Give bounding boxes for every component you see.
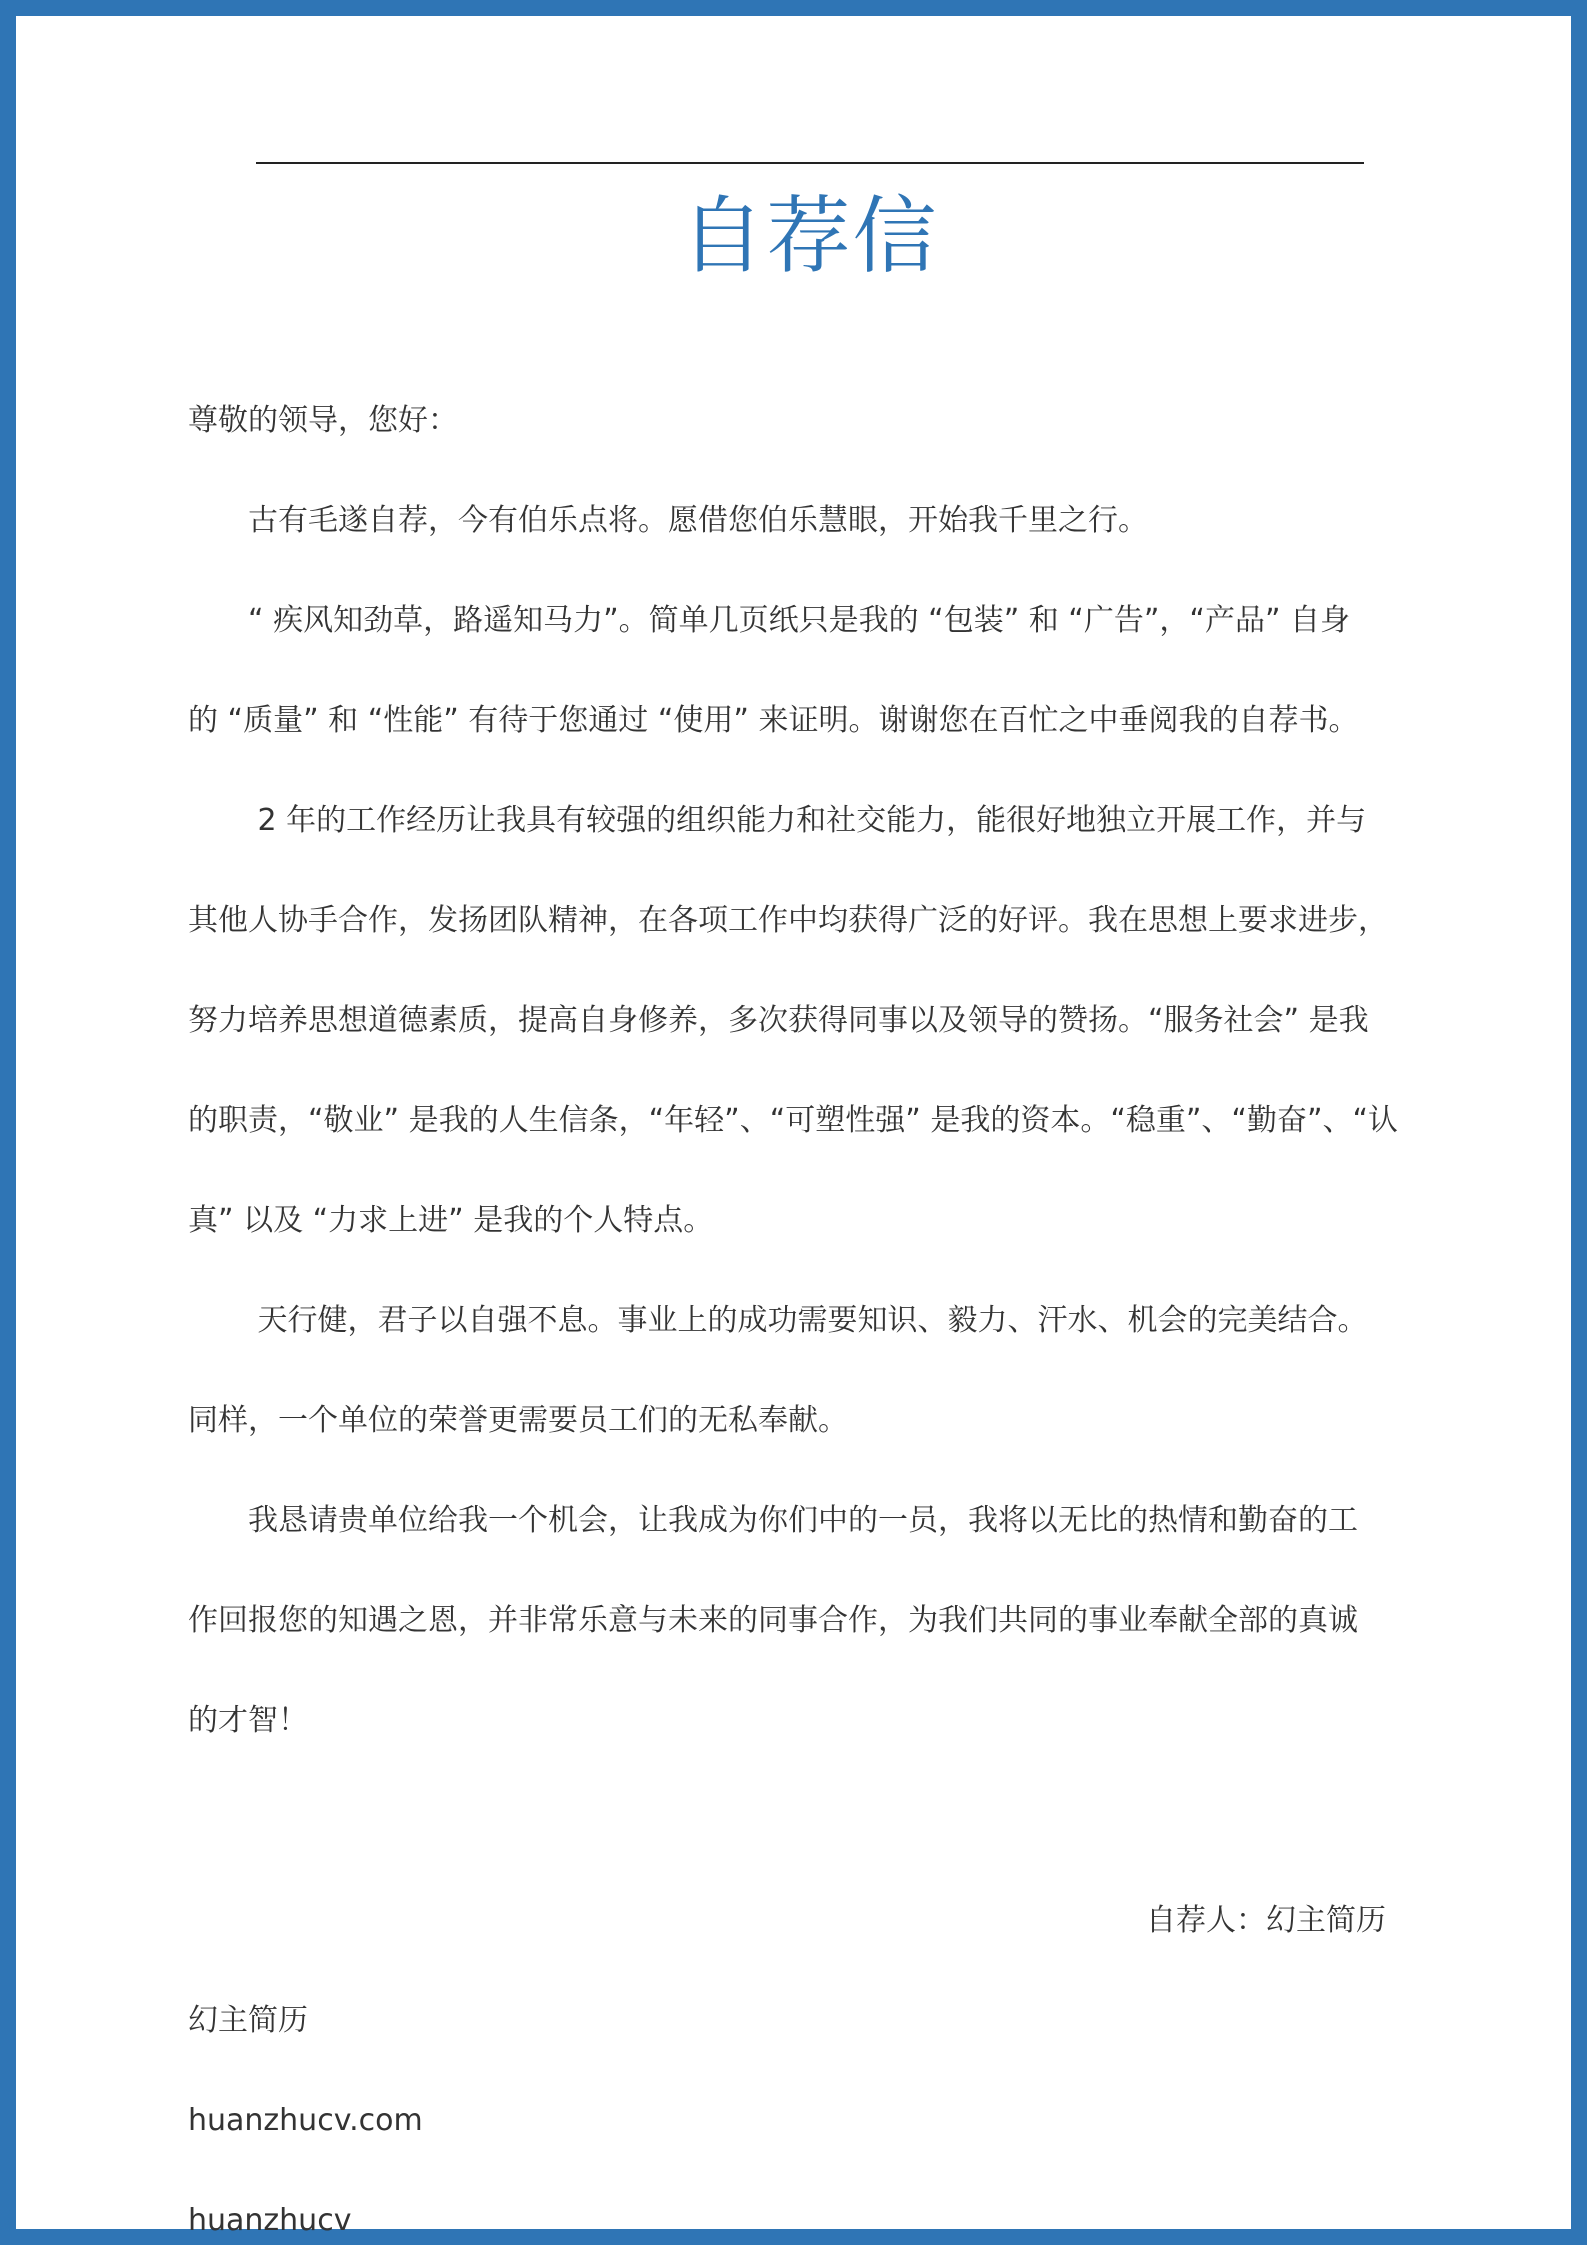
footer-website: huanzhucv.com [188, 2103, 423, 2138]
top-divider [256, 162, 1364, 164]
body-line: 作回报您的知遇之恩，并非常乐意与未来的同事合作，为我们共同的事业奉献全部的真诚 [188, 1603, 1358, 1638]
body-line: 天行健，君子以自强不息。事业上的成功需要知识、毅力、汗水、机会的完美结合。 [188, 1303, 1368, 1338]
body-line: 我恳请贵单位给我一个机会，让我成为你们中的一员，我将以无比的热情和勤奋的工 [188, 1503, 1358, 1538]
body-line: 同样，一个单位的荣誉更需要员工们的无私奉献。 [188, 1403, 848, 1438]
footer-handle: huanzhucv [188, 2203, 352, 2238]
body-line: 努力培养思想道德素质，提高自身修养，多次获得同事以及领导的赞扬。“服务社会” 是我 [188, 1003, 1369, 1038]
page-title: 自荐信 [680, 187, 939, 285]
salutation: 尊敬的领导，您好： [188, 403, 458, 438]
body-line: 真” 以及 “力求上进” 是我的个人特点。 [188, 1203, 714, 1238]
body-line: 的才智！ [188, 1703, 308, 1738]
body-line: 的 “质量” 和 “性能” 有待于您通过 “使用” 来证明。谢谢您在百忙之中垂阅我的自荐书。 [188, 703, 1359, 738]
body-line: 的职责，“敬业” 是我的人生信条，“年轻”、“可塑性强” 是我的资本。“稳重”、“勤奋”、“认 [188, 1103, 1399, 1138]
body-line: 其他人协手合作，发扬团队精神，在各项工作中均获得广泛的好评。我在思想上要求进步， [188, 903, 1388, 938]
signature: 自荐人：幻主简历 [1146, 1903, 1386, 1938]
footer-name: 幻主简历 [188, 2003, 308, 2038]
body-line: 2 年的工作经历让我具有较强的组织能力和社交能力，能很好地独立开展工作，并与 [188, 803, 1367, 838]
body-line: 古有毛遂自荐，今有伯乐点将。愿借您伯乐慧眼，开始我千里之行。 [188, 503, 1148, 538]
body-line: “ 疾风知劲草，路遥知马力”。简单几页纸只是我的 “包装” 和 “广告”，“产品” 自身 [188, 603, 1351, 638]
